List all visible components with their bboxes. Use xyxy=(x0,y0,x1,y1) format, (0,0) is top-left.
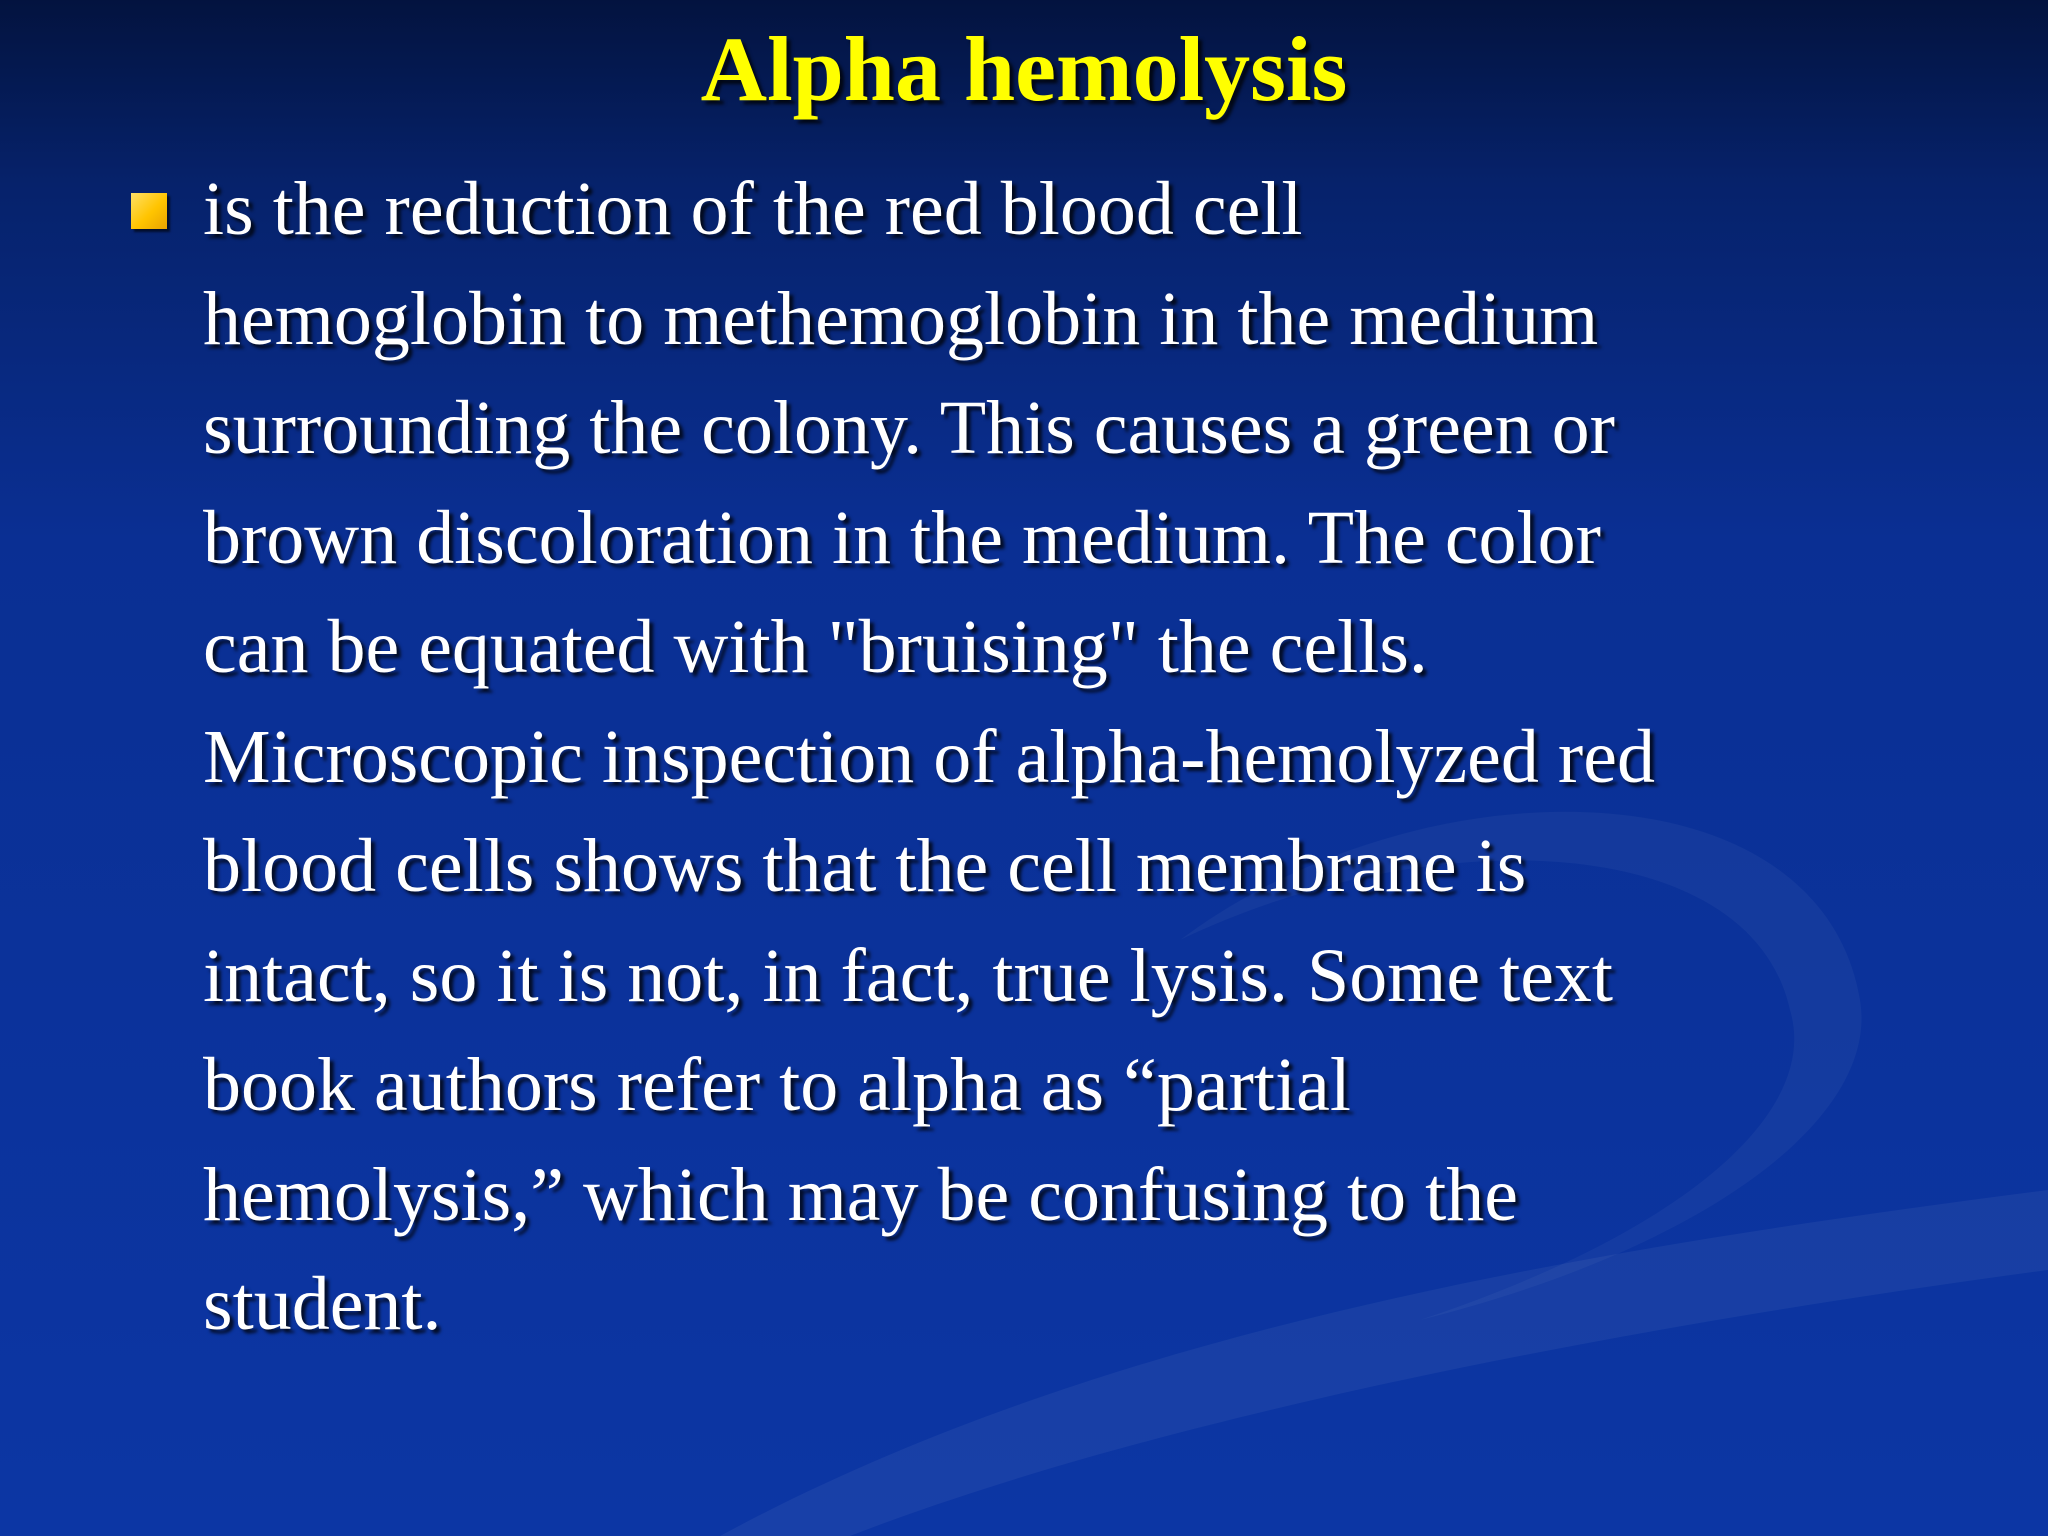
bullet-text xyxy=(203,155,1993,1360)
bullet-line: intact, so it is not, in fact, true lysis. Some text xyxy=(203,933,1614,1018)
bullet-line: book authors refer to alpha as “partial xyxy=(203,1043,1351,1127)
bullet-line: can be equated with "bruising" the cells. xyxy=(203,605,1428,689)
square-bullet-icon xyxy=(131,193,167,229)
slide-title: Alpha hemolysis xyxy=(700,18,1348,120)
bullet-line: Microscopic inspection of alpha-hemolyzed red xyxy=(203,714,1655,799)
bullet-item xyxy=(0,155,2048,1360)
bullet-line: hemolysis,” which may be confusing to the xyxy=(203,1152,1518,1237)
bullet-line: brown discoloration in the medium. The color xyxy=(203,495,1601,580)
bullet-line: is the reduction of the red blood cell xyxy=(203,167,1303,251)
bullet-list xyxy=(0,155,2048,1360)
bullet-line: blood cells shows that the cell membrane is xyxy=(203,824,1527,908)
bullet-line: student. xyxy=(203,1262,442,1346)
bullet-line: surrounding the colony. This causes a green or xyxy=(203,386,1615,470)
bullet-line: hemoglobin to methemoglobin in the medium xyxy=(203,276,1599,361)
